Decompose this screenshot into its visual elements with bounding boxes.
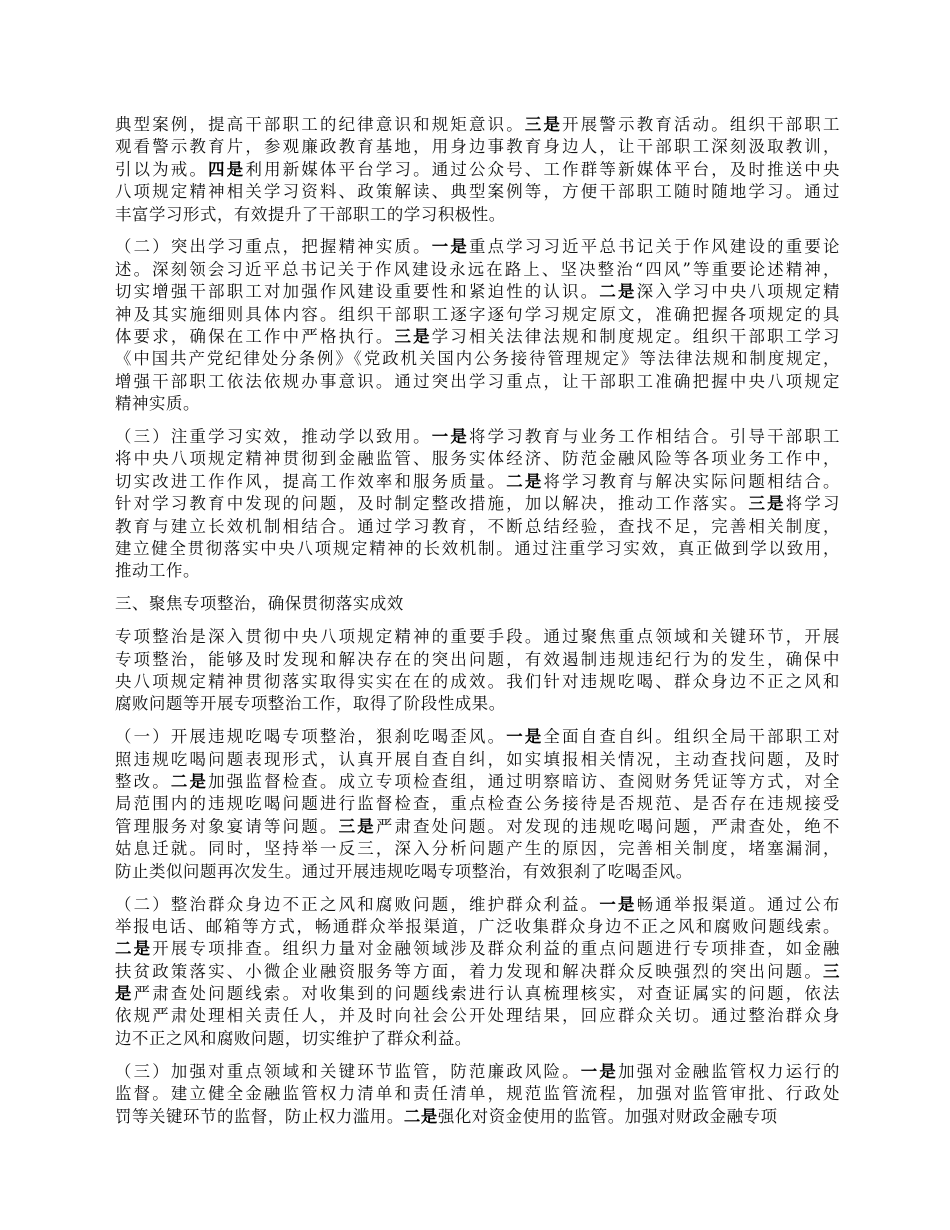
text-line xyxy=(115,1106,840,1128)
text-run: 将中央八项规定精神贯彻到金融监管、服务实体经济、防范金融风险等各项业务工作中， xyxy=(115,449,840,469)
text-run: 强化对资金使用的监管。加强对财政金融专项 xyxy=(437,1106,778,1126)
paragraph xyxy=(115,894,840,1051)
ordinal-keyword: 是 xyxy=(115,984,134,1004)
text-line xyxy=(115,471,840,493)
text-line xyxy=(115,393,840,415)
paragraph xyxy=(115,426,840,583)
text-run: 管理服务对象宴请等问题。 xyxy=(115,816,339,836)
text-run: 举报电话、邮箱等方式，畅通群众举报渠道，广泛收集群众身边不正之风和腐败问题线索。 xyxy=(115,916,840,936)
text-line xyxy=(115,894,840,916)
text-run: 将学习 xyxy=(785,494,840,514)
text-run: 教育与建立长效机制相结合。通过学习教育，不断总结经验，查找不足，完善相关制度， xyxy=(115,516,840,536)
text-line xyxy=(115,304,840,326)
text-run: 防止类似问题再次发生。通过开展违规吃喝专项整治，有效狠刹了吃喝歪风。 xyxy=(115,861,693,881)
text-run: 扶贫政策落实、小微企业融资服务等方面，着力发现和解决群众反映强烈的突出问题。 xyxy=(115,961,823,981)
text-line xyxy=(115,593,840,615)
text-run: 述。深刻领会习近平总书记关于作风建设永远在路上、坚决整治“四风”等重要论述精神， xyxy=(115,259,840,279)
paragraph xyxy=(115,626,840,716)
text-line xyxy=(115,538,840,560)
text-run: 体要求，确保在工作中严格执行。 xyxy=(115,327,395,347)
text-run: 严肃查处问题线索。对收集到的问题线索进行认真梳理核实，对查证属实的问题，依法 xyxy=(133,984,840,1004)
text-line xyxy=(115,236,840,258)
text-line xyxy=(115,816,840,838)
text-line xyxy=(115,838,840,860)
text-line xyxy=(115,916,840,938)
text-line xyxy=(115,281,840,303)
text-line xyxy=(115,426,840,448)
text-line xyxy=(115,726,840,748)
ordinal-keyword: 一是 xyxy=(506,727,544,747)
text-run: 切实改进工作作风，提高工作效率和服务质量。 xyxy=(115,471,507,491)
ordinal-keyword: 一是 xyxy=(599,894,637,914)
text-line xyxy=(115,983,840,1005)
text-line xyxy=(115,371,840,393)
text-run: 全面自查自纠。组织全局干部职工对 xyxy=(543,727,840,747)
ordinal-keyword: 三是 xyxy=(524,115,563,134)
text-line xyxy=(115,771,840,793)
text-run: 严肃查处问题。对发现的违规吃喝问题，严肃查处，绝不 xyxy=(375,816,841,836)
text-run: 腐败问题等开展专项整治工作，取得了阶段性成果。 xyxy=(115,694,506,714)
text-run: 重点学习习近平总书记关于作风建设的重要论 xyxy=(469,237,841,257)
text-run: （三）加强对重点领域和关键环节监管，防范廉政风险。 xyxy=(115,1061,581,1081)
paragraph xyxy=(115,1061,840,1128)
text-line xyxy=(115,626,840,648)
text-line xyxy=(115,793,840,815)
text-line xyxy=(115,259,840,281)
text-line xyxy=(115,649,840,671)
text-line xyxy=(115,961,840,983)
text-run: 专项整治是深入贯彻中央八项规定精神的重要手段。通过聚焦重点领域和关键环节，开展 xyxy=(115,627,840,647)
text-run: 针对学习教育中发现的问题，及时制定整改措施，加以解决，推动工作落实。 xyxy=(115,494,749,514)
ordinal-keyword: 二是 xyxy=(599,282,637,302)
text-run: 八项规定精神相关学习资料、政策解读、典型案例等，方便干部职工随时随地学习。通过 xyxy=(115,182,840,202)
text-run: 切实增强干部职工对加强作风建设重要性和紧迫性的认识。 xyxy=(115,282,600,302)
ordinal-keyword: 二是 xyxy=(170,772,209,792)
text-line xyxy=(115,136,840,158)
paragraph xyxy=(115,236,840,415)
text-run: 央八项规定精神贯彻落实取得实实在在的成效。我们针对违规吃喝、群众身边不正之风和 xyxy=(115,671,840,691)
section-heading xyxy=(115,593,840,615)
ordinal-keyword: 三是 xyxy=(338,816,376,836)
text-run: 引以为戒。 xyxy=(115,159,209,179)
text-run: 将学习教育与业务工作相结合。引导干部职工 xyxy=(469,427,841,447)
ordinal-keyword: 一是 xyxy=(431,237,470,257)
ordinal-keyword: 三是 xyxy=(394,327,432,347)
ordinal-keyword: 二是 xyxy=(403,1106,438,1126)
text-run: 典型案例，提高干部职工的纪律意识和规矩意识。 xyxy=(115,115,525,134)
text-run: 罚等关键环节的监督，防止权力滥用。 xyxy=(115,1106,404,1126)
text-line xyxy=(115,448,840,470)
text-run: 开展警示教育活动。组织干部职工 xyxy=(562,115,841,134)
text-run: 丰富学习形式，有效提升了干部职工的学习积极性。 xyxy=(115,204,506,224)
text-line xyxy=(115,159,840,181)
text-line xyxy=(115,204,840,226)
text-run: 三、聚焦专项整治，确保贯彻落实成效 xyxy=(115,594,404,614)
text-run: 局范围内的违规吃喝问题进行监督检查，重点检查公务接待是否规范、是否存在违规接受 xyxy=(115,794,840,814)
text-line xyxy=(115,516,840,538)
text-line xyxy=(115,861,840,883)
text-run: （一）开展违规吃喝专项整治，狠刹吃喝歪风。 xyxy=(115,727,507,747)
text-run: 《中国共产党纪律处分条例》《党政机关国内公务接待管理规定》等法律法规和制度规定， xyxy=(115,349,840,369)
text-line xyxy=(115,1028,840,1050)
ordinal-keyword: 一是 xyxy=(580,1061,619,1081)
text-run: 建立健全贯彻落实中央八项规定精神的长效机制。通过注重学习实效，真正做到学以致用， xyxy=(115,539,840,559)
text-run: 畅通举报渠道。通过公布 xyxy=(636,894,840,914)
text-run: （三）注重学习实效，推动学以致用。 xyxy=(115,427,432,447)
text-run: 监督。建立健全金融监管权力清单和责任清单，规范监管流程，加强对监管审批、行政处 xyxy=(115,1084,840,1104)
ordinal-keyword: 一是 xyxy=(431,427,470,447)
text-run: 学习相关法律法规和制度规定。组织干部职工学习 xyxy=(431,327,841,347)
text-line xyxy=(115,671,840,693)
text-run: 深入学习中央八项规定精 xyxy=(636,282,840,302)
text-run: 加强对金融监管权力运行的 xyxy=(618,1061,841,1081)
text-line xyxy=(115,1005,840,1027)
ordinal-keyword: 三是 xyxy=(748,494,786,514)
text-line xyxy=(115,348,840,370)
text-line xyxy=(115,493,840,515)
text-run: 推动工作。 xyxy=(115,561,200,581)
text-run: （二）突出学习重点，把握精神实质。 xyxy=(115,237,432,257)
ordinal-keyword: 四是 xyxy=(208,159,246,179)
ordinal-keyword: 二是 xyxy=(115,939,153,959)
text-line xyxy=(115,114,840,136)
text-run: 增强干部职工依法依规办事意识。通过突出学习重点，让干部职工准确把握中央八项规定 xyxy=(115,371,840,391)
text-run: 专项整治，能够及时发现和解决存在的突出问题，有效遏制违规违纪行为的发生，确保中 xyxy=(115,649,840,669)
text-line xyxy=(115,749,840,771)
text-run: 将学习教育与解决实际问题相结合。 xyxy=(543,471,840,491)
text-run: 依规严肃处理相关责任人，并及时向社会公开处理结果，回应群众关切。通过整治群众身 xyxy=(115,1006,840,1026)
text-run: 整改。 xyxy=(115,772,171,792)
text-run: 观看警示教育片，参观廉政教育基地，用身边事教育身边人，让干部职工深刻汲取教训， xyxy=(115,137,840,157)
paragraph xyxy=(115,726,840,883)
text-run: 精神实质。 xyxy=(115,394,200,414)
text-run: 照违规吃喝问题表现形式，认真开展自查自纠，如实填报相关情况，主动查找问题，及时 xyxy=(115,749,840,769)
text-run: （二）整治群众身边不正之风和腐败问题，维护群众利益。 xyxy=(115,894,600,914)
text-run: 加强监督检查。成立专项检查组，通过明察暗访、查阅财务凭证等方式，对全 xyxy=(208,772,840,792)
text-line xyxy=(115,693,840,715)
text-run: 神及其实施细则具体内容。组织干部职工逐字逐句学习规定原文，准确把握各项规定的具 xyxy=(115,304,840,324)
text-line xyxy=(115,181,840,203)
text-run: 利用新媒体平台学习。通过公众号、工作群等新媒体平台，及时推送中央 xyxy=(245,159,841,179)
text-line xyxy=(115,1083,840,1105)
ordinal-keyword: 三 xyxy=(823,961,840,981)
document-page xyxy=(115,114,840,1138)
ordinal-keyword: 二是 xyxy=(506,471,544,491)
text-run: 姑息迁就。同时，坚持举一反三，深入分析问题产生的原因，完善相关制度，堵塞漏洞， xyxy=(115,839,840,859)
text-line xyxy=(115,560,840,582)
text-line xyxy=(115,938,840,960)
paragraph xyxy=(115,114,840,226)
text-line xyxy=(115,326,840,348)
text-run: 开展专项排查。组织力量对金融领域涉及群众利益的重点问题进行专项排查，如金融 xyxy=(152,939,840,959)
text-run: 边不正之风和腐败问题，切实维护了群众利益。 xyxy=(115,1028,472,1048)
text-line xyxy=(115,1061,840,1083)
